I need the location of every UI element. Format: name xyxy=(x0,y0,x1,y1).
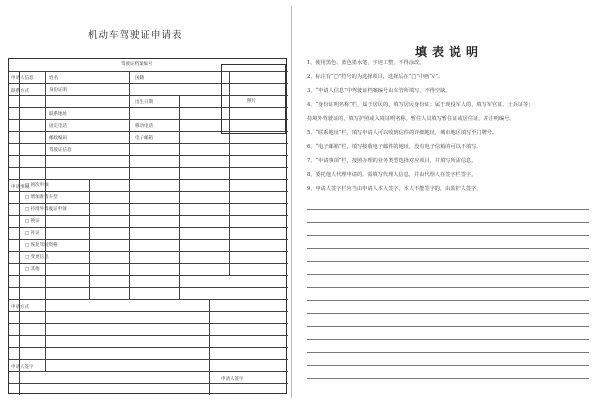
body-text-line xyxy=(307,326,589,327)
signature-caption: 申请人签字 xyxy=(221,377,244,382)
checkbox-first-application[interactable]: □ 初次申领 xyxy=(25,183,49,188)
body-text-line xyxy=(307,378,589,379)
body-text-line xyxy=(307,261,589,262)
checkbox-restore[interactable]: □ 恢复驾驶资格 xyxy=(25,243,58,248)
body-text-line xyxy=(307,274,589,275)
birth-date-label: 出生日期 xyxy=(135,100,153,105)
body-text-line xyxy=(307,352,589,353)
mobile-label: 移动电话 xyxy=(135,124,153,129)
section-contact: 联系方式 xyxy=(11,89,29,94)
file-number-field: 驾驶证档案编号 xyxy=(121,62,153,67)
application-form-page xyxy=(2,6,292,398)
instruction-line-2: 2、标注有“□”符号的为选择项目，选择后在“□”中画“√”。 xyxy=(307,74,444,80)
section-applicant-info: 申请人信息 xyxy=(11,76,34,81)
checkbox-renewal[interactable]: □ 换证 xyxy=(25,219,40,224)
section-application-items: 申请事项 xyxy=(11,185,29,190)
body-text-line xyxy=(307,365,589,366)
checkbox-replacement[interactable]: □ 补证 xyxy=(25,231,40,236)
instruction-line-3: 3、“申请人信息”中驾驶证档案编号由车管所填写，不得空缺。 xyxy=(307,88,451,94)
id-proof-label: 身份证明 xyxy=(49,88,67,93)
phone-label: 固定电话 xyxy=(49,124,67,129)
checkbox-change-info[interactable]: □ 变更信息 xyxy=(25,255,49,260)
body-text-line xyxy=(307,235,589,236)
form-title: 机动车驾驶证申请表 xyxy=(88,30,183,41)
instructions-title: 填表说明 xyxy=(415,45,484,59)
body-text-line xyxy=(307,300,589,301)
body-text-line xyxy=(307,222,589,223)
instruction-line-4: 4、“身份证明名称”栏，属于居民的，填写居民身份证；属于现役军人的，填写军官证、士兵证等； xyxy=(307,102,534,108)
instruction-line-9: 8、委托他人代理申请的，需填写代理人信息，并由代理人在签字栏签字。 xyxy=(307,172,477,178)
name-label: 姓名 xyxy=(49,76,58,81)
instruction-line-5: 持境外驾驶证的，填写护照或入境证明名称。暂住人员填写暂住证或居住证，并注明编号。 xyxy=(307,116,515,122)
body-text-line xyxy=(307,287,589,288)
body-text-line xyxy=(307,313,589,314)
postal-code-label: 邮政编码 xyxy=(49,136,67,141)
instruction-line-6: 5、“联系地址”栏，填写申请人可以收到信件的详细地址，城市地区填写至门牌号。 xyxy=(307,130,498,136)
body-text-line xyxy=(307,339,589,340)
instruction-line-7: 6、“电子邮箱”栏，填写接收电子邮件的地址，没有电子信箱的可以不填写。 xyxy=(307,144,482,150)
instructions-page xyxy=(297,6,597,398)
section-applicant-signature: 申请人签字 xyxy=(11,365,34,370)
instruction-line-10: 9、申请人签字栏应当由申请人本人签字，本人不能签字的，由监护人签字。 xyxy=(307,186,482,192)
photo-label: 照片 xyxy=(247,99,256,104)
photo-box xyxy=(221,64,286,134)
instruction-line-1: 1、使用黑色、蓝色墨水笔，字迹工整，不得涂改。 xyxy=(307,60,425,66)
email-label: 电子邮箱 xyxy=(135,136,153,141)
nationality-label: 国籍 xyxy=(135,76,144,81)
checkbox-other[interactable]: □ 其他 xyxy=(25,267,40,272)
body-text-line xyxy=(307,248,589,249)
body-text-line xyxy=(307,209,589,210)
address-label: 联系地址 xyxy=(49,112,67,117)
section-application-method: 申请方式 xyxy=(11,305,29,310)
checkbox-foreign-license[interactable]: □ 持境外驾驶证申领 xyxy=(25,207,67,212)
checkbox-add-vehicle-type[interactable]: □ 增加准驾车型 xyxy=(25,195,58,200)
instruction-line-8: 7、“申请事项”栏，按照办理的业务类型选择对应项目，并填写所需信息。 xyxy=(307,158,477,164)
license-info-label: 驾驶证信息 xyxy=(49,148,72,153)
